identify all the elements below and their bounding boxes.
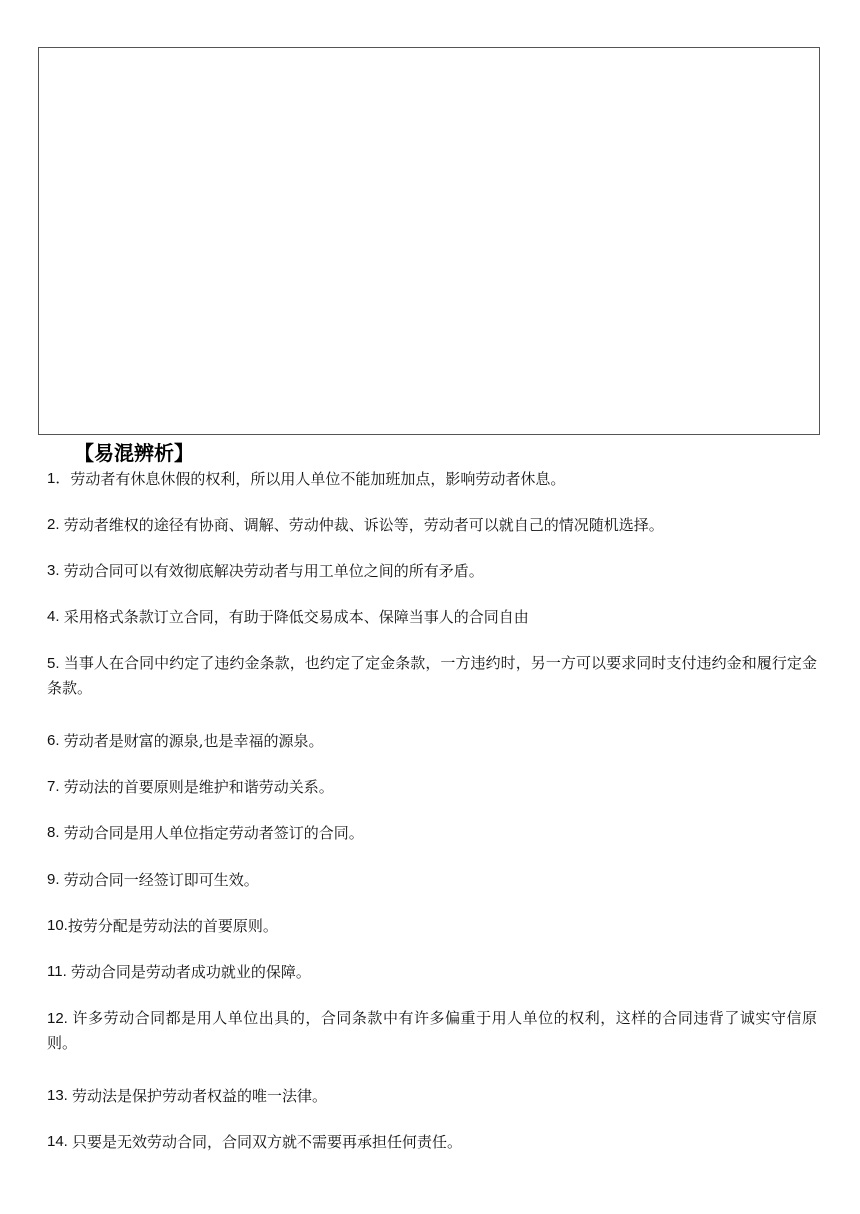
list-item: 5. 当事人在合同中约定了违约金条款，也约定了定金条款，一方违约时，另一方可以要求同时支付违约金和履行定金条款。 <box>47 654 817 697</box>
list-item: 2. 劳动者维权的途径有协商、调解、劳动仲裁、诉讼等，劳动者可以就自己的情况随机选择。 <box>47 516 664 534</box>
list-item: 6. 劳动者是财富的源泉,也是幸福的源泉。 <box>47 732 324 750</box>
section-heading: 【易混辨析】 <box>74 441 194 465</box>
list-item: 4. 采用格式条款订立合同，有助于降低交易成本、保障当事人的合同自由 <box>47 608 529 626</box>
list-item: 9. 劳动合同一经签订即可生效。 <box>47 871 259 889</box>
list-item: 1． 劳动者有休息休假的权利，所以用人单位不能加班加点，影响劳动者休息。 <box>47 470 566 488</box>
list-item: 12. 许多劳动合同都是用人单位出具的，合同条款中有许多偏重于用人单位的权利，这样的合同违背了诚实守信原则。 <box>47 1009 817 1052</box>
list-item: 3. 劳动合同可以有效彻底解决劳动者与用工单位之间的所有矛盾。 <box>47 562 484 580</box>
list-item: 11. 劳动合同是劳动者成功就业的保障。 <box>47 963 311 981</box>
blank-answer-box <box>38 47 820 435</box>
list-item: 14. 只要是无效劳动合同，合同双方就不需要再承担任何责任。 <box>47 1133 463 1151</box>
list-item: 10. 按劳分配是劳动法的首要原则。 <box>47 917 278 935</box>
list-item: 13. 劳动法是保护劳动者权益的唯一法律。 <box>47 1087 328 1105</box>
list-item: 8. 劳动合同是用人单位指定劳动者签订的合同。 <box>47 824 364 842</box>
list-item: 7. 劳动法的首要原则是维护和谐劳动关系。 <box>47 778 334 796</box>
